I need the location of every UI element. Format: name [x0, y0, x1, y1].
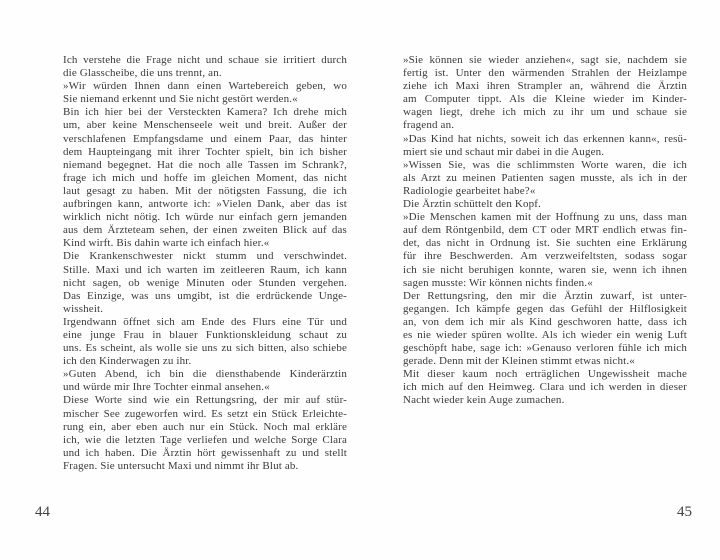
text-line: an, von dem ich mir als Kind geschworen hatte, dass ich: [403, 315, 687, 328]
page-number-left: 44: [35, 504, 50, 520]
text-line: um, aber keine Menschenseele weit und breit. Außer der: [63, 119, 347, 132]
text-line: »Wissen Sie, was die schlimmsten Worte waren, die ich: [403, 158, 687, 171]
text-line: wissheit.: [63, 302, 104, 315]
text-line: Sie niemand erkennt und Sie nicht gestört werden.«: [63, 93, 298, 106]
text-line: Die Krankenschwester nickt stumm und verschwindet.: [63, 250, 347, 263]
text-line: Radiologie gearbeitet habe?«: [403, 184, 536, 197]
text-line: fragend an.: [403, 119, 455, 132]
page-text-right: [403, 54, 687, 408]
text-line: Diese Worte sind wie ein Rettungsring, der mir auf stür-: [63, 394, 347, 407]
text-line: verschlafenen Empfangsdame und einem Paar, das hinter: [63, 132, 347, 145]
text-line: uns. Es scheint, als wolle sie uns zu sich bitten, also schiebe: [63, 342, 347, 355]
text-line: rung ein, aber eben auch nur ein Stück. Noch mal erkläre: [63, 420, 347, 433]
text-line: wirklich nicht nötig. Ich würde nur einfach gern jemanden: [63, 211, 347, 224]
text-line: laut gesagt zu haben. Mit der nötigsten Fassung, die ich: [63, 184, 347, 197]
text-line: für ihre Beschwerden. Am verzweifeltsten, sodass sogar: [403, 250, 687, 263]
text-line: frage ich mich und hoffe im gleichen Moment, das nicht: [63, 171, 347, 184]
text-line: gegangen. Ich kämpfe gegen das Gefühl der Hilflosigkeit: [403, 302, 687, 315]
text-line: Ich verstehe die Frage nicht und schaue sie irritiert durch: [63, 54, 347, 66]
text-line: Der Rettungsring, den mir die Ärztin zuwarf, ist unter-: [403, 289, 687, 302]
text-line: ich, wie die letzten Tage verliefen und welche Sorge Clara: [63, 433, 347, 446]
text-line: als Arzt zu meinen Patienten sagen musste, als ich in der: [403, 171, 687, 184]
page-text-left: [63, 54, 347, 473]
text-line: ich den Kinderwagen zu ihr.: [63, 355, 192, 368]
text-line: Fragen. Sie untersucht Maxi und nimmt ihr Blut ab.: [63, 459, 299, 472]
text-line: Die Ärztin schüttelt den Kopf.: [403, 198, 541, 211]
text-line: Kind wirft. Bis dahin warte ich einfach hier.«: [63, 237, 270, 250]
text-line: det, das nicht in Ordnung ist. Sie suchten eine Erklärung: [403, 237, 687, 250]
text-line: ich sie nicht beruhigen konnte, waren sie, wenn ich ihnen: [403, 263, 687, 276]
text-line: aus dem Ärzteteam sehen, der einen zweiten Blick auf das: [63, 224, 347, 237]
text-line: es nie wieder spüren wollte. Als ich wieder ein wenig Luft: [403, 328, 687, 341]
text-line: Bin ich hier bei der Versteckten Kamera? Ich drehe mich: [63, 106, 347, 119]
text-line: nicht sagen, ob wenige Minuten oder Stunden vergehen.: [63, 276, 347, 289]
text-line: sagen musste: Wir können nichts finden.«: [403, 276, 593, 289]
text-line: mischer See zugeworfen wird. Es setzt ein Stück Erleichte-: [63, 407, 347, 420]
text-line: Nacht wieder kein Auge zumachen.: [403, 394, 565, 407]
text-line: Das Einzige, was uns umgibt, ist die erdrückende Unge-: [63, 289, 347, 302]
text-line: »Das Kind hat nichts, soweit ich das erkennen kann«, resü-: [403, 132, 687, 145]
text-line: Stille. Maxi und ich warten im zeitleeren Raum, ich kann: [63, 263, 347, 276]
text-line: Mit dieser kaum noch erträglichen Ungewissheit mache: [403, 368, 687, 381]
text-line: eine junge Frau in blauer Funktionskleidung schaut zu: [63, 328, 347, 341]
text-line: aufbringen kann, antworte ich: »Vielen Dank, aber das ist: [63, 198, 347, 211]
text-line: fertig ist. Unter den wärmenden Strahlen der Heizlampe: [403, 67, 687, 80]
text-line: ich mich auf den Heimweg. Clara und ich werden in dieser: [403, 381, 687, 394]
text-line: »Die Menschen kamen mit der Hoffnung zu uns, dass man: [403, 211, 687, 224]
text-line: Irgendwann öffnet sich am Ende des Flurs eine Tür und: [63, 315, 347, 328]
text-line: »Sie können sie wieder anziehen«, sagt sie, nachdem sie: [403, 54, 687, 66]
text-line: auf dem Röntgenbild, dem CT oder MRT endlich etwas fin-: [403, 224, 687, 237]
page-number-right: 45: [677, 504, 692, 520]
text-line: geschöpft habe, sage ich: »Genauso verloren fühle ich mich: [403, 342, 687, 355]
text-line: und ich haben. Die Ärztin hört gewissenhaft zu und stellt: [63, 446, 347, 459]
text-line: ziehe ich Maxi ihren Strampler an, während die Ärztin: [403, 80, 687, 93]
text-line: miert sie und schaut mir dabei in die Augen.: [403, 145, 605, 158]
text-line: gerade. Denn mit der Kleinen stimmt etwas nicht.«: [403, 355, 635, 368]
text-line: dem Haupteingang mit ihrer Tochter spielt, bin ich bisher: [63, 145, 347, 158]
text-line: »Wir würden Ihnen dann einen Wartebereich geben, wo: [63, 80, 347, 93]
text-line: niemand begegnet. Hat die noch alle Tassen im Schrank?,: [63, 158, 347, 171]
text-line: am Computer tippt. Als die Kleine wieder im Kinder-: [403, 93, 687, 106]
text-line: wagen liegt, drehe ich mich zu ihr um und schaue sie: [403, 106, 687, 119]
text-line: und würde mir Ihre Tochter einmal ansehen.«: [63, 381, 270, 394]
text-line: »Guten Abend, ich bin die diensthabende Kinderärztin: [63, 368, 347, 381]
text-line: die Glasscheibe, die uns trennt, an.: [63, 67, 222, 80]
